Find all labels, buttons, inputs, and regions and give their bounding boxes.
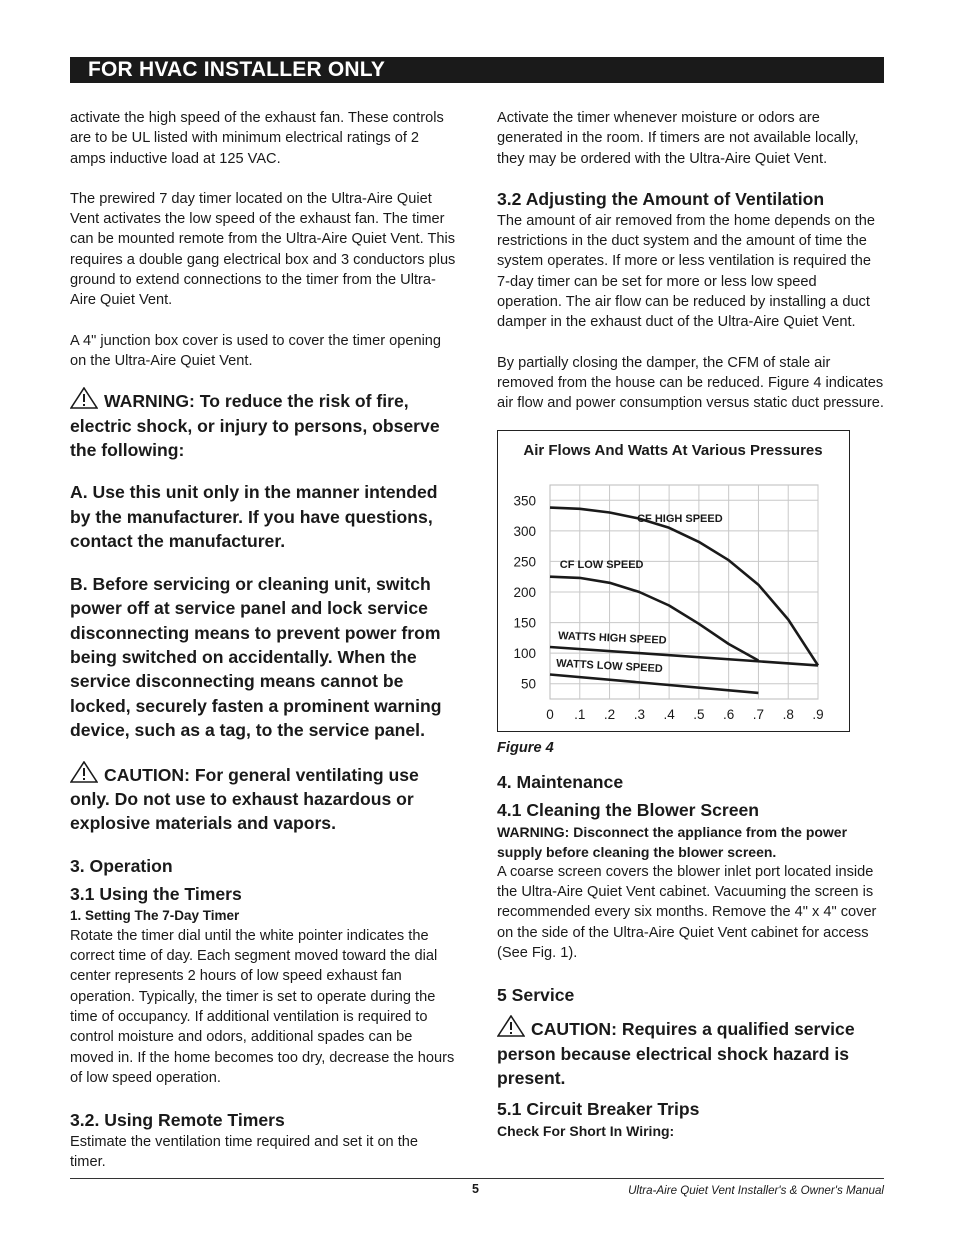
short-wiring-heading: Check For Short In Wiring: xyxy=(497,1122,675,1139)
section-banner: FOR HVAC INSTALLER ONLY xyxy=(70,57,884,83)
footer-rule xyxy=(70,1178,884,1179)
x-tick-label: .7 xyxy=(752,706,765,722)
left-column xyxy=(70,108,456,1173)
caution-triangle-icon xyxy=(497,1015,525,1037)
setting-timer-heading: 1. Setting The 7-Day Timer xyxy=(70,907,240,923)
paragraph: A 4" junction box cover is used to cover the timer opening on the Ultra-Aire Quiet Vent. xyxy=(70,332,442,369)
warning-item-a: A. Use this unit only in the manner intended by the manufacturer. If you have questions, contact the manufacturer. xyxy=(70,482,438,552)
manual-title: Ultra-Aire Quiet Vent Installer's & Owner's Manual xyxy=(628,1184,884,1197)
x-tick-label: .6 xyxy=(723,706,735,722)
paragraph: The prewired 7 day timer located on the Ultra-Aire Quiet Vent activates the low speed of the exhaust fan. The timer can be mounted remote from the Ultra-Aire Quiet Vent. This requires a double gang electrical box and 3 conductors plus ground to extend connections to the timer from the Ultra-Aire Quiet Vent. xyxy=(70,190,456,309)
y-tick-label: 150 xyxy=(513,615,536,631)
service-heading: 5 Service xyxy=(497,985,575,1006)
service-caution-block xyxy=(497,1015,885,1090)
airflow-chart xyxy=(497,430,850,732)
y-tick-label: 200 xyxy=(513,584,536,600)
warning-item-b: B. Before servicing or cleaning unit, switch power off at service panel and lock service disconnecting means to prevent power from being switched on accidentally. When the service disconnecting means cannot be locked, securely fasten a prominent warning device, such as a tag, to the service panel. xyxy=(70,573,442,741)
x-tick-label: .2 xyxy=(603,706,616,722)
service-caution-text: CAUTION: Requires a qualified service person because electrical shock hazard is present. xyxy=(497,1019,855,1089)
figure-caption: Figure 4 xyxy=(497,739,554,756)
x-tick-label: .4 xyxy=(663,706,675,722)
cleaning-heading: 4.1 Cleaning the Blower Screen xyxy=(497,799,760,820)
right-column xyxy=(497,108,885,1141)
caution-text: CAUTION: For general ventilating use only. Do not use to exhaust hazardous or explosive materials and vapors. xyxy=(70,764,419,834)
series-label: CF LOW SPEED xyxy=(559,558,644,571)
remote-timers-heading: 3.2. Using Remote Timers xyxy=(70,1110,285,1131)
warning-block xyxy=(70,387,456,462)
x-tick-label: 0 xyxy=(546,706,554,722)
y-tick-label: 50 xyxy=(520,676,536,692)
caution-triangle-icon xyxy=(70,761,98,783)
x-tick-label: .1 xyxy=(574,706,586,722)
paragraph: activate the high speed of the exhaust fan. These controls are to be UL listed with minimum electrical ratings of 2 amps inductive load at 125 VAC. xyxy=(70,110,444,167)
adjust-heading: 3.2 Adjusting the Amount of Ventilation xyxy=(497,188,825,209)
x-tick-label: .3 xyxy=(633,706,645,722)
warning-text: WARNING: To reduce the risk of fire, electric shock, or injury to persons, observe the following: xyxy=(70,391,440,461)
chart-title: Air Flows And Watts At Various Pressures xyxy=(523,441,823,459)
maintenance-heading: 4. Maintenance xyxy=(497,771,624,792)
x-tick-label: .8 xyxy=(782,706,794,722)
timers-heading: 3.1 Using the Timers xyxy=(70,883,242,904)
y-tick-label: 350 xyxy=(513,492,536,508)
paragraph: The amount of air removed from the home depends on the restrictions in the duct system and the amount of time the system operates. If more or less ventilation is required the 7-day timer can be set for more or less low speed operation. The air flow can be reduced by installing a duct damper in the exhaust duct of the Ultra-Aire Quiet Vent. xyxy=(497,212,876,331)
paragraph: A coarse screen covers the blower inlet port located inside the Ultra-Aire Quiet Vent cabinet. Vacuuming the screen is recommended every six months. Remove the 4" x 4" cover on the side of the Ultra-Aire Quiet Vent cabinet for access (See Fig. 1). xyxy=(497,863,877,962)
paragraph: Estimate the ventilation time required and set it on the timer. xyxy=(70,1134,419,1171)
y-tick-label: 300 xyxy=(513,523,536,539)
y-tick-label: 100 xyxy=(513,645,536,661)
warning-triangle-icon xyxy=(70,387,98,409)
chart-canvas xyxy=(498,431,848,730)
series-label: CF HIGH SPEED xyxy=(637,512,723,525)
caution-block xyxy=(70,761,456,836)
paragraph: By partially closing the damper, the CFM of stale air removed from the house can be reduced. Figure 4 indicates air flow and power consumption versus static duct pressure. xyxy=(497,354,884,412)
x-tick-label: .9 xyxy=(812,706,824,722)
x-tick-label: .5 xyxy=(693,706,705,722)
series-label: WATTS HIGH SPEED xyxy=(557,629,667,647)
page-number: 5 xyxy=(472,1182,479,1196)
y-tick-label: 250 xyxy=(513,553,536,569)
operation-heading: 3. Operation xyxy=(70,855,173,876)
cleaning-warning: WARNING: Disconnect the appliance from the power supply before cleaning the blower screen. xyxy=(497,823,848,860)
breaker-heading: 5.1 Circuit Breaker Trips xyxy=(497,1098,700,1119)
series-label: WATTS LOW SPEED xyxy=(555,657,664,675)
paragraph: Activate the timer whenever moisture or odors are generated in the room. If timers are not available locally, they may be ordered with the Ultra-Aire Quiet Vent. xyxy=(497,110,859,167)
paragraph: Rotate the timer dial until the white pointer indicates the correct time of day. Each segment moved toward the dial center represents 2 hours of low speed exhaust fan operation. Typically, the timer is set to operate during the time of occupancy. If additional ventilation is required to control moisture and odors, additional spades can be moved in. If the home becomes too dry, decrease the hours of low speed operation. xyxy=(70,927,455,1086)
